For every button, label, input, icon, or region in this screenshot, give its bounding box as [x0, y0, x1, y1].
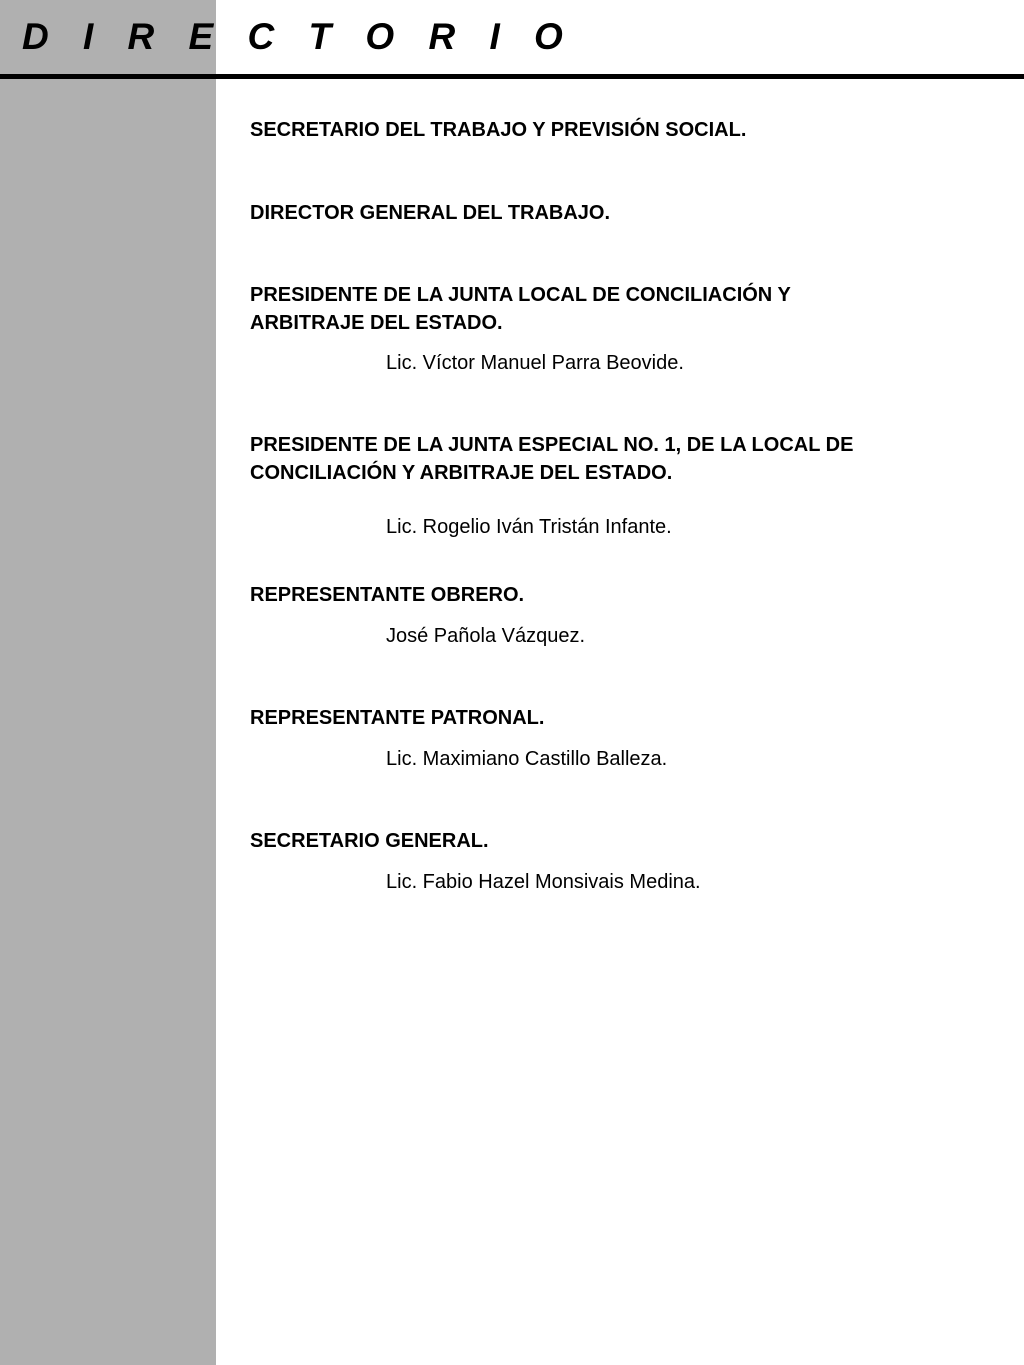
entry-heading-director-general: DIRECTOR GENERAL DEL TRABAJO. — [250, 202, 611, 224]
entry-name-representante-patronal: Lic. Maximiano Castillo Balleza. — [386, 748, 668, 770]
entry-heading-presidente-junta-local: PRESIDENTE DE LA JUNTA LOCAL DE CONCILIACIÓN Y ARBITRAJE DEL ESTADO. — [250, 284, 791, 334]
page-title: D I R E C T O R I O — [22, 16, 575, 57]
entry-name-representante-obrero: José Pañola Vázquez. — [386, 625, 586, 647]
entry-heading-secretario-trabajo: SECRETARIO DEL TRABAJO Y PREVISIÓN SOCIAL. — [250, 119, 747, 141]
entry-name-presidente-junta-especial: Lic. Rogelio Iván Tristán Infante. — [386, 516, 672, 538]
entry-heading-representante-patronal: REPRESENTANTE PATRONAL. — [250, 707, 545, 729]
gray-sidebar — [0, 0, 216, 1365]
entry-heading-presidente-junta-especial: PRESIDENTE DE LA JUNTA ESPECIAL NO. 1, DE LA LOCAL DE CONCILIACIÓN Y ARBITRAJE DEL ESTADO. — [250, 434, 854, 484]
entry-name-secretario-general: Lic. Fabio Hazel Monsivais Medina. — [386, 871, 701, 893]
entry-heading-representante-obrero: REPRESENTANTE OBRERO. — [250, 584, 525, 606]
title-rule — [0, 74, 1024, 79]
entry-name-presidente-junta-local: Lic. Víctor Manuel Parra Beovide. — [386, 352, 684, 374]
entry-heading-secretario-general: SECRETARIO GENERAL. — [250, 830, 489, 852]
